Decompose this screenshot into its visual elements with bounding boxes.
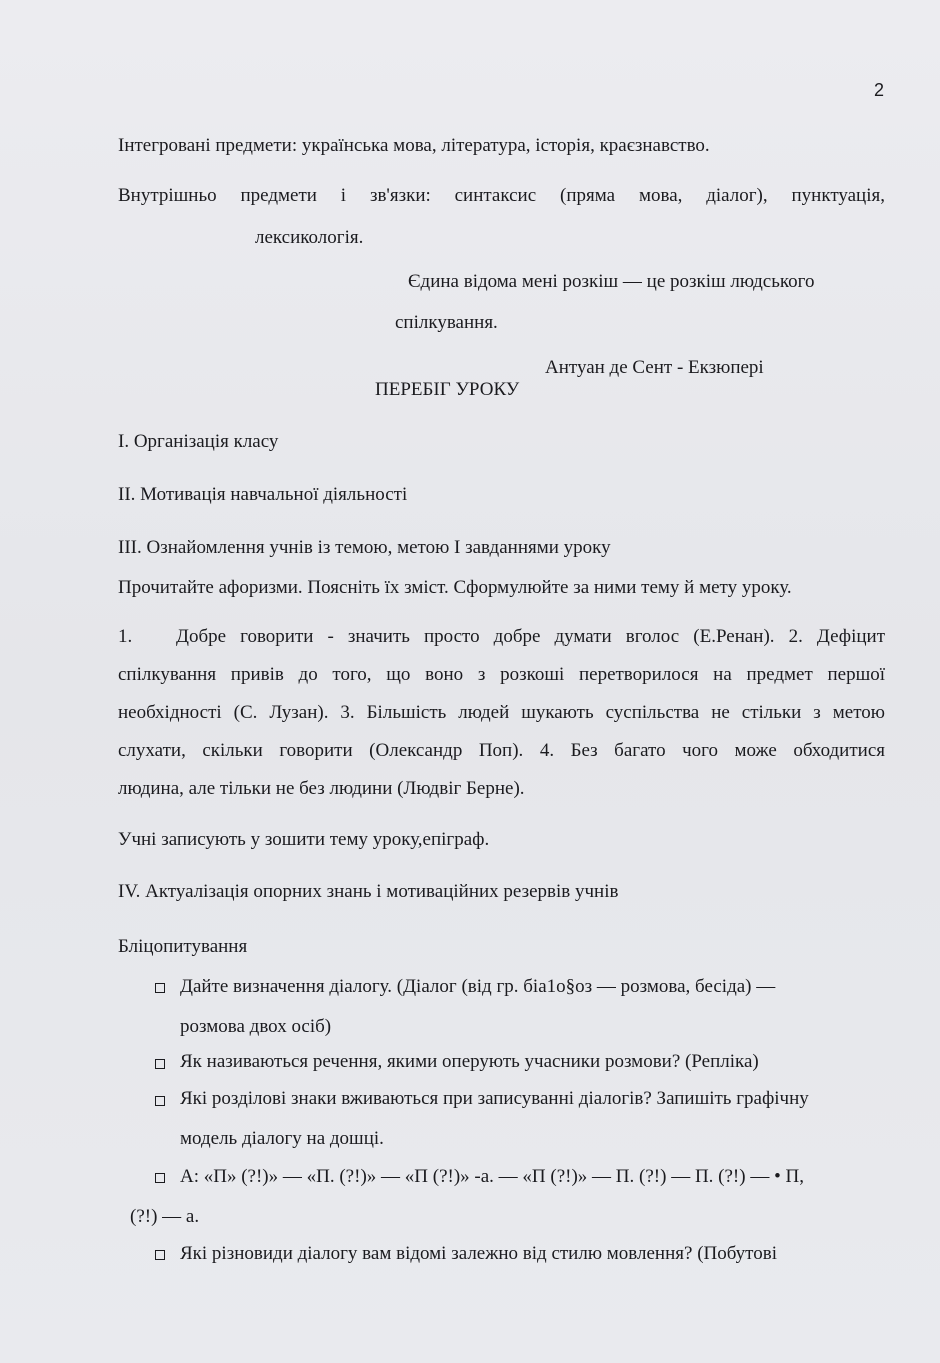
bullet-1-line-2: розмова двох осіб) xyxy=(180,1016,332,1037)
epigraph-line-2: спілкування. xyxy=(395,312,498,333)
aphorisms-line-1: Добре говорити - значить просто добре думати вголос (Е.Ренан). 2. Дефіцит xyxy=(176,626,885,647)
aphorisms-number: 1. xyxy=(118,626,133,647)
section-4: IV. Актуалізація опорних знань і мотиваційних резервів учнів xyxy=(118,881,619,902)
bullet-3-line-1: Які розділові знаки вживаються при записуванні діалогів? Запишіть графічну xyxy=(180,1088,809,1109)
internal-links-line-2: лексикологія. xyxy=(255,227,364,248)
blitz-title: Бліцопитування xyxy=(118,936,248,957)
epigraph-line-1: Єдина відома мені розкіш — це розкіш людського xyxy=(408,271,815,292)
checkbox-icon xyxy=(155,1250,165,1260)
bullet-4-line-1: А: «П» (?!)» — «П. (?!)» — «П (?!)» -а. — «П (?!)» — П. (?!) — П. (?!) — • П, xyxy=(180,1166,804,1187)
section-2: II. Мотивація навчальної діяльності xyxy=(118,484,408,505)
checkbox-icon xyxy=(155,1173,165,1183)
bullet-4-line-2: (?!) — а. xyxy=(130,1206,200,1227)
internal-links-line-1: Внутрішньо предмети і зв'язки: синтаксис (пряма мова, діалог), пунктуація, xyxy=(118,185,885,206)
checkbox-icon xyxy=(155,1096,165,1106)
checkbox-icon xyxy=(155,1059,165,1069)
instruction: Прочитайте афоризми. Поясніть їх зміст. Сформулюйте за ними тему й мету уроку. xyxy=(118,577,792,598)
bullet-5-line-1: Які різновиди діалогу вам відомі залежно від стилю мовлення? (Побутові xyxy=(180,1243,777,1264)
lesson-heading: ПЕРЕБІГ УРОКУ xyxy=(375,379,520,400)
section-1: I. Організація класу xyxy=(118,431,279,452)
checkbox-icon xyxy=(155,983,165,993)
section-3: III. Ознайомлення учнів із темою, метою І завданнями уроку xyxy=(118,537,611,558)
students-note: Учні записують у зошити тему уроку,епіграф. xyxy=(118,829,490,850)
epigraph-author: Антуан де Сент - Екзюпері xyxy=(545,357,764,378)
bullet-1-line-1: Дайте визначення діалогу. (Діалог (від гр. біа1о§оз — розмова, бесіда) — xyxy=(180,976,776,997)
bullet-3-line-2: модель діалогу на дошці. xyxy=(180,1128,384,1149)
aphorisms-line-5: людина, але тільки не без людини (Людвіг Берне). xyxy=(118,778,525,799)
aphorisms-line-3: необхідності (С. Лузан). 3. Більшість людей шукають суспільства не стільки з метою xyxy=(118,702,885,723)
aphorisms-line-4: слухати, скільки говорити (Олександр Поп). 4. Без багато чого може обходитися xyxy=(118,740,885,761)
bullet-2-line-1: Як називаються речення, якими оперують учасники розмови? (Репліка) xyxy=(180,1051,759,1072)
integrated-subjects: Інтегровані предмети: українська мова, література, історія, краєзнавство. xyxy=(118,135,710,156)
page-number: 2 xyxy=(874,80,885,100)
aphorisms-line-2: спілкування привів до того, що воно з розкоші перетворилося на предмет першої xyxy=(118,664,885,685)
